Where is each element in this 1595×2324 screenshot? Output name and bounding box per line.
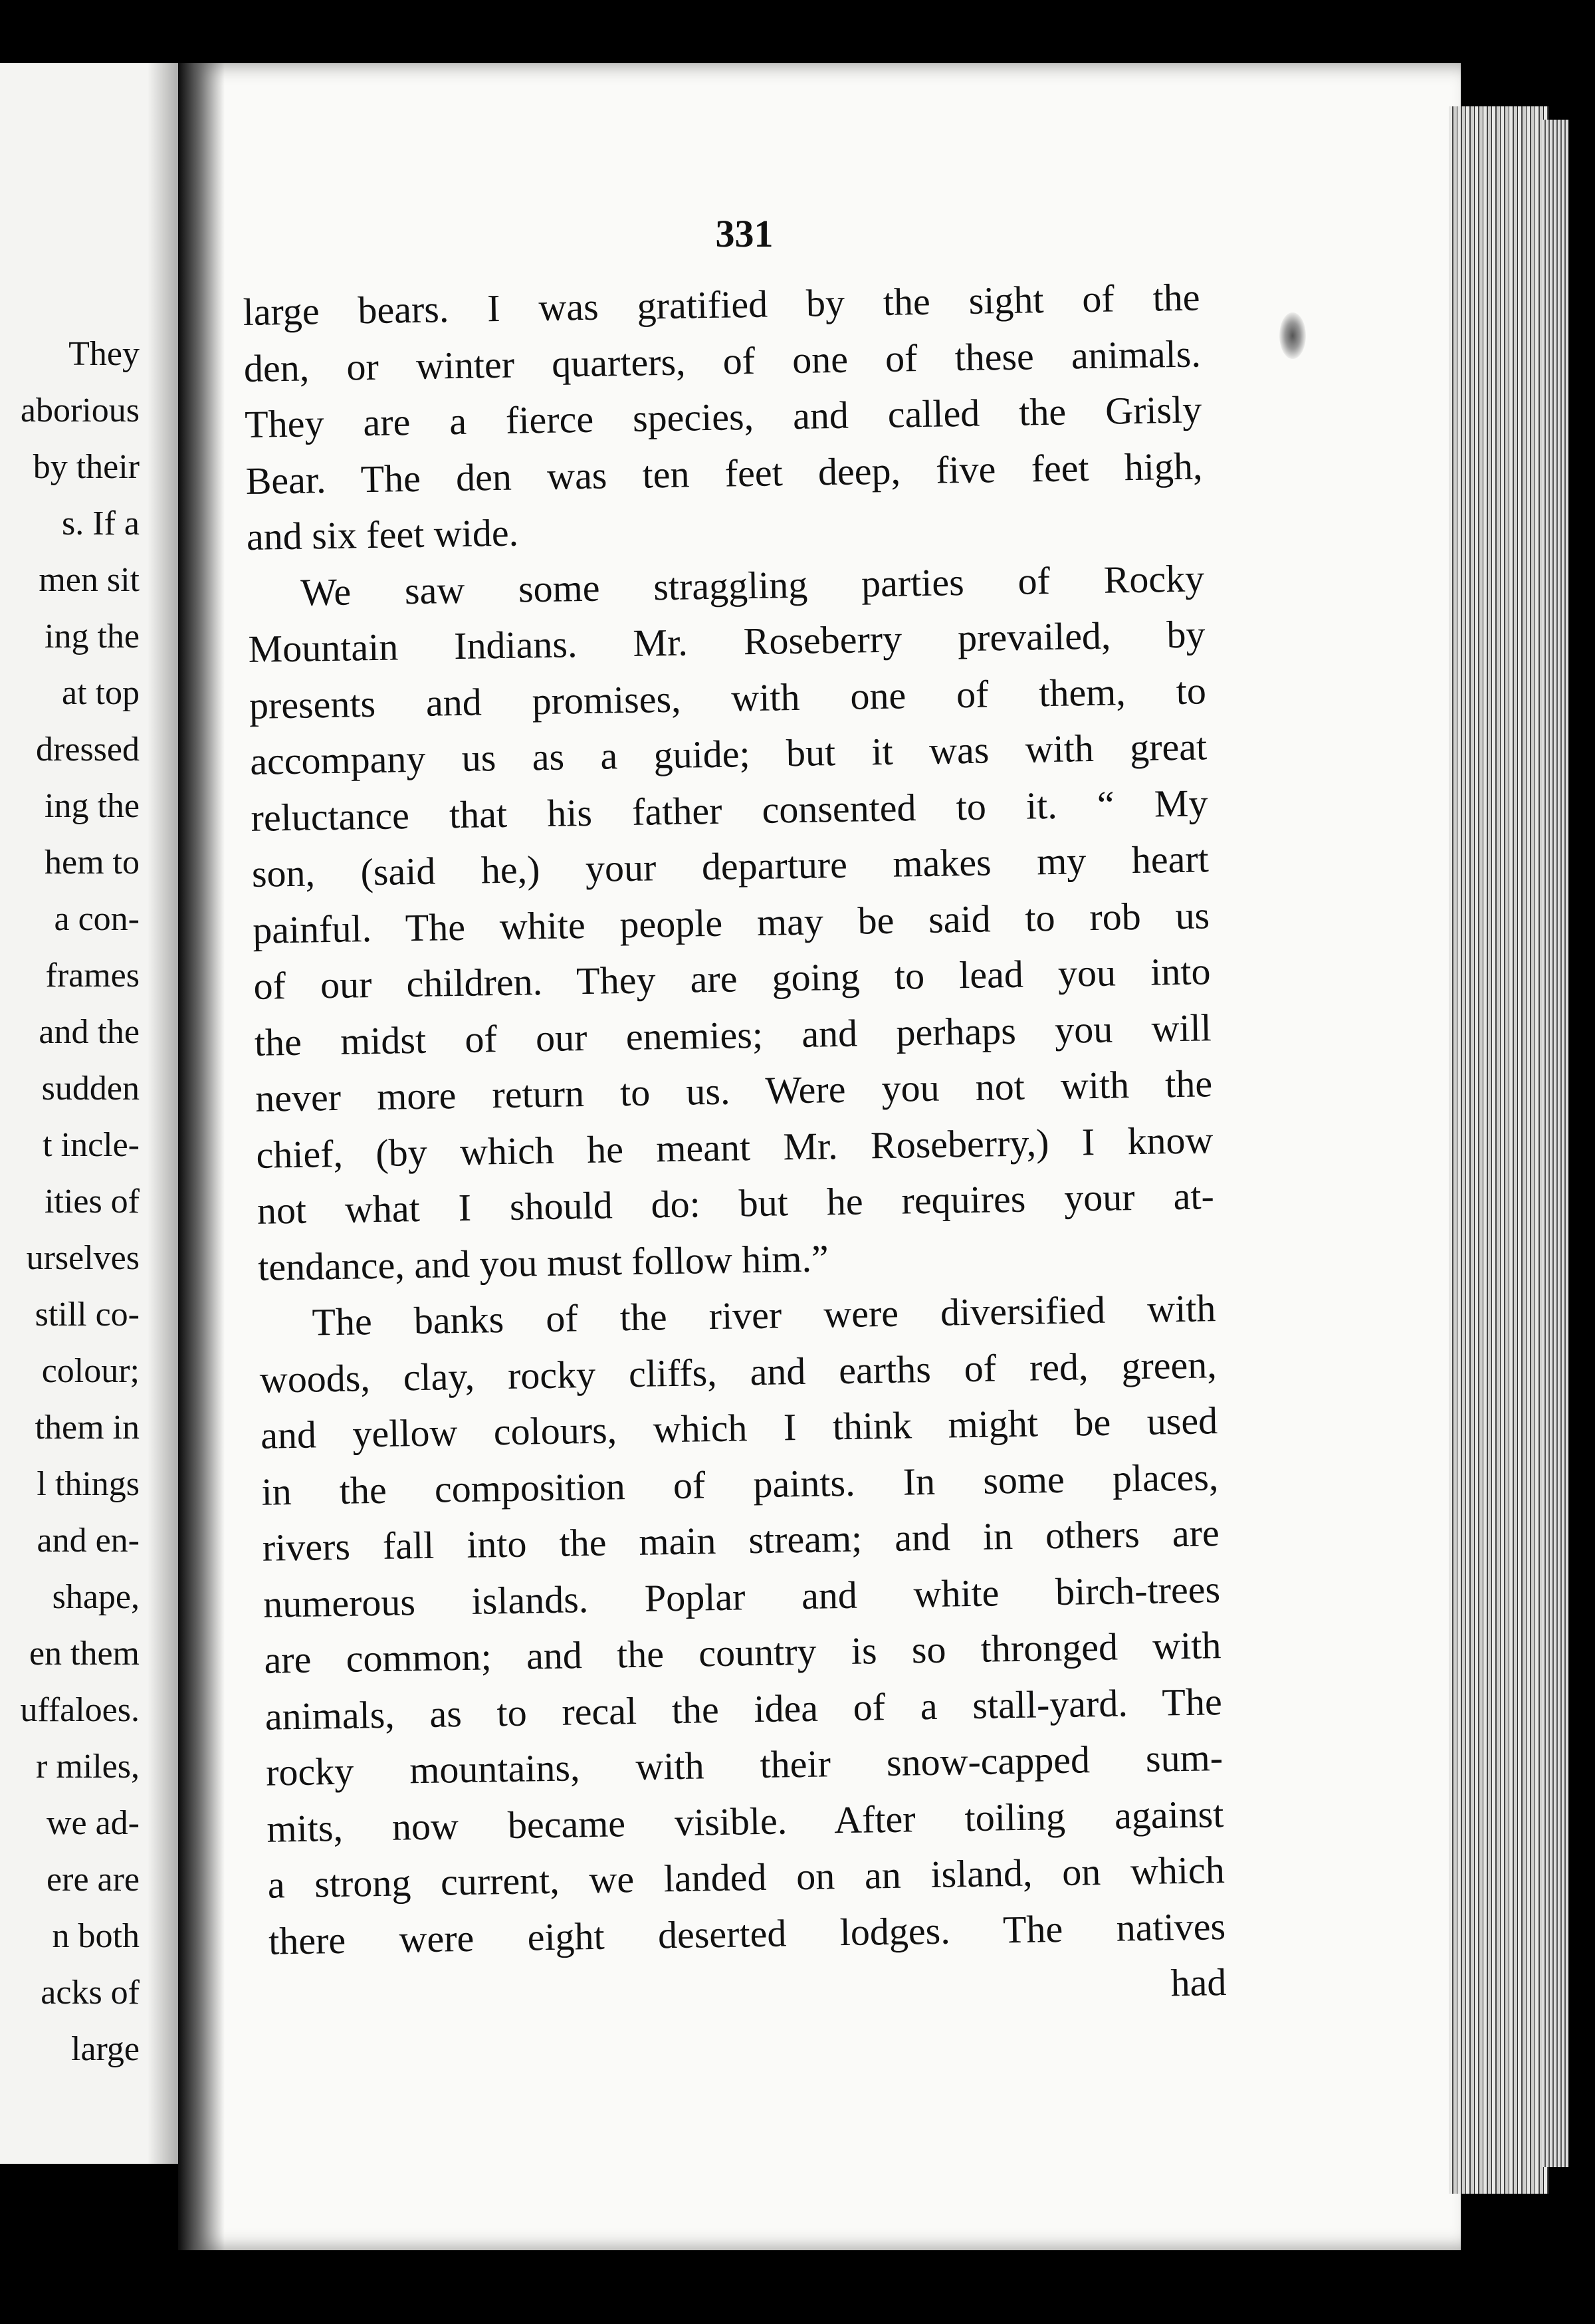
text-line: and six feet wide. [246,511,519,558]
text-line: never more return to us. Were you not with the [255,1062,1213,1120]
left-page-line: t incle- [43,1126,140,1164]
left-page-line: ere are [47,1861,140,1899]
text-line: reluctance that his father consented to it. “ My [251,780,1208,840]
text-line: the midst of our enemies; and perhaps you will [254,1005,1212,1064]
left-page-line: shape, [52,1578,140,1616]
left-page-line: s. If a [62,505,140,542]
text-line: Bear. The den was ten feet deep, five feet high, [245,443,1203,503]
text-line: The banks of the river were diversified with [312,1286,1216,1344]
left-page-line: dressed [36,731,140,768]
text-line: painful. The white people may be said to rob us [252,893,1210,952]
text-line: son, (said he,) your departure makes my heart [251,837,1210,895]
text-line: chief, (by which he meant Mr. Roseberry,) I know [256,1117,1214,1177]
text-line: in the composition of paints. In some places, [261,1454,1219,1514]
text-line: of our children. They are going to lead you into [253,949,1211,1008]
left-page-line: n both [52,1917,140,1955]
left-page-line: men sit [39,561,140,599]
left-page-line: colour; [41,1352,140,1390]
text-line: rocky mountains, with their snow-capped sum- [265,1736,1223,1794]
text-line: numerous islands. Poplar and white birch-trees [263,1567,1221,1626]
text-line: not what I should do: but he requires your at- [257,1174,1215,1232]
left-page-line: by their [33,448,140,486]
left-page-line: urselves [26,1239,140,1277]
text-line: rivers fall into the main stream; and in others are [262,1511,1220,1569]
left-page-text [0,326,140,2077]
left-page-line: They [68,335,140,373]
left-page-line: them in [35,1409,140,1447]
left-page-line: r miles, [36,1748,140,1786]
text-line: and yellow colours, which I think might be used [260,1399,1218,1457]
left-page-line: ities of [45,1183,140,1220]
text-line: mits, now became visible. After toiling against [266,1792,1224,1851]
left-page-line: large [71,2030,140,2068]
body-text [243,269,1227,2026]
left-page-line: still co- [35,1296,140,1334]
text-line: den, or winter quarters, of one of these animals. [243,331,1202,390]
text-line: there were eight deserted lodges. The natives [268,1904,1226,1963]
left-page-line: l things [37,1465,140,1503]
left-page-line: at top [62,674,140,712]
left-page-line: we ad- [46,1804,140,1842]
left-page-line: sudden [41,1070,140,1107]
page-number: 331 [715,212,774,255]
text-line: They are a fierce species, and called the Grisly [244,388,1202,446]
left-page-line: uffaloes. [20,1691,140,1729]
text-line: Mountain Indians. Mr. Roseberry prevailed, by [248,612,1206,671]
text-line: woods, clay, rocky cliffs, and earths of red, green, [259,1342,1218,1401]
catchword: had [1170,1960,1227,2005]
text-line: large bears. I was gratified by the sight of the [243,275,1200,334]
gutter-shadow [178,63,225,2250]
text-line: presents and promises, with one of them, to [249,668,1207,727]
text-line: animals, as to recal the idea of a stall-yard. The [265,1679,1223,1738]
left-page-line: ing the [45,618,140,655]
left-page-line: a con- [54,900,140,938]
left-page-line: ing the [45,787,140,825]
page-edges [1449,106,1548,2194]
left-page-line: acks of [41,1974,140,2012]
text-line: We saw some straggling parties of Rocky [300,556,1205,614]
text-line: a strong current, we landed on an island, on which [267,1848,1225,1907]
left-page-line: frames [45,957,140,994]
fore-edge [1542,120,1568,2167]
left-page-line: and en- [37,1522,140,1560]
ink-smudge [1279,312,1306,359]
text-line: are common; and the country is so thronged with [263,1623,1222,1682]
left-page-line: hem to [45,844,140,881]
text-line: accompany us as a guide; but it was with great [249,725,1208,783]
left-page-line: en them [29,1635,140,1673]
left-page-line: aborious [20,392,140,429]
text-line: tendance, and you must follow him.” [257,1236,829,1289]
left-page-line: and the [39,1013,140,1051]
